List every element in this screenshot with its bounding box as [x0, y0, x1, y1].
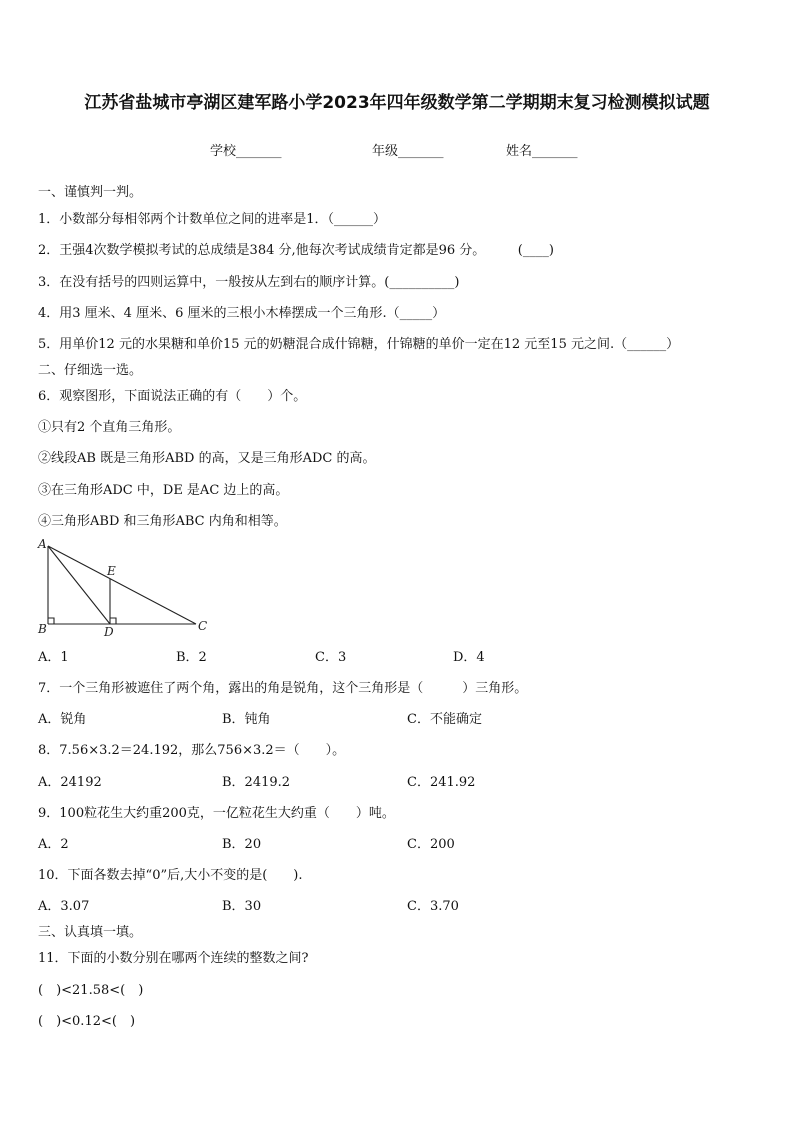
q6-option-a[interactable]: A．1 — [38, 650, 69, 665]
question-10: 10．下面各数去掉“0”后,大小不变的是( ). — [38, 868, 303, 883]
school-field: 学校_______ — [210, 144, 282, 159]
q10-option-b[interactable]: B．30 — [222, 899, 262, 914]
label-b: B — [38, 622, 47, 636]
question-8: 8．7.56×3.2＝24.192，那么756×3.2＝（ ）。 — [38, 743, 346, 758]
label-a: A — [38, 537, 47, 551]
question-3: 3．在没有括号的四则运算中，一般按从左到右的顺序计算。(__________) — [38, 275, 460, 290]
statement-3: ③在三角形ADC 中，DE 是AC 边上的高。 — [38, 483, 289, 498]
question-9: 9．100粒花生大约重200克，一亿粒花生大约重（ ）吨。 — [38, 806, 395, 821]
q6-option-d[interactable]: D．4 — [453, 650, 485, 665]
label-e: E — [107, 564, 116, 578]
statement-1: ①只有2 个直角三角形。 — [38, 420, 181, 435]
label-c: C — [198, 619, 208, 633]
question-5: 5．用单价12 元的水果糖和单价15 元的奶糖混合成什锦糖，什锦糖的单价一定在12 元至15 元之间.（______） — [38, 337, 680, 352]
right-angle-b — [48, 618, 54, 624]
question-4: 4．用3 厘米、4 厘米、6 厘米的三根小木棒摆成一个三角形.（_____） — [38, 306, 446, 321]
exam-title: 江苏省盐城市亭湖区建军路小学2023年四年级数学第二学期期末复习检测模拟试题 — [84, 93, 710, 113]
q6-option-c[interactable]: C．3 — [315, 650, 347, 665]
q7-option-b[interactable]: B．钝角 — [222, 712, 271, 727]
q10-option-c[interactable]: C．3.70 — [407, 899, 459, 914]
q10-option-a[interactable]: A．3.07 — [38, 899, 90, 914]
section-2-heading: 二、仔细选一选。 — [38, 363, 143, 378]
name-field: 姓名_______ — [506, 144, 578, 159]
question-2: 2．王强4次数学模拟考试的总成绩是384 分,他每次考试成绩肯定都是96 分。 (____) — [38, 243, 554, 258]
q7-option-c[interactable]: C．不能确定 — [407, 712, 482, 727]
question-11-blank-1[interactable]: ( )<21.58<( ) — [38, 983, 144, 998]
q9-option-c[interactable]: C．200 — [407, 837, 455, 852]
section-3-heading: 三、认真填一填。 — [38, 925, 143, 940]
statement-2: ②线段AB 既是三角形ABD 的高，又是三角形ADC 的高。 — [38, 451, 376, 466]
q9-option-a[interactable]: A．2 — [38, 837, 69, 852]
question-11-blank-2[interactable]: ( )<0.12<( ) — [38, 1014, 136, 1029]
q9-option-b[interactable]: B．20 — [222, 837, 262, 852]
triangle-figure — [36, 536, 216, 640]
question-6: 6．观察图形，下面说法正确的有（ ）个。 — [38, 389, 307, 404]
question-7: 7．一个三角形被遮住了两个角，露出的角是锐角，这个三角形是（ ）三角形。 — [38, 681, 528, 696]
q8-option-b[interactable]: B．2419.2 — [222, 775, 291, 790]
question-1: 1．小数部分每相邻两个计数单位之间的进率是1．（______） — [38, 212, 387, 227]
statement-4: ④三角形ABD 和三角形ABC 内角和相等。 — [38, 514, 287, 529]
q6-option-b[interactable]: B．2 — [176, 650, 207, 665]
label-d: D — [104, 625, 114, 639]
q8-option-a[interactable]: A．24192 — [38, 775, 102, 790]
right-angle-d — [110, 618, 116, 624]
q7-option-a[interactable]: A．锐角 — [38, 712, 87, 727]
q8-option-c[interactable]: C．241.92 — [407, 775, 476, 790]
question-11: 11．下面的小数分别在哪两个连续的整数之间? — [38, 951, 309, 966]
grade-field: 年级_______ — [372, 144, 444, 159]
segment-ac — [48, 546, 196, 624]
segment-ad — [48, 546, 110, 624]
section-1-heading: 一、谨慎判一判。 — [38, 185, 143, 200]
